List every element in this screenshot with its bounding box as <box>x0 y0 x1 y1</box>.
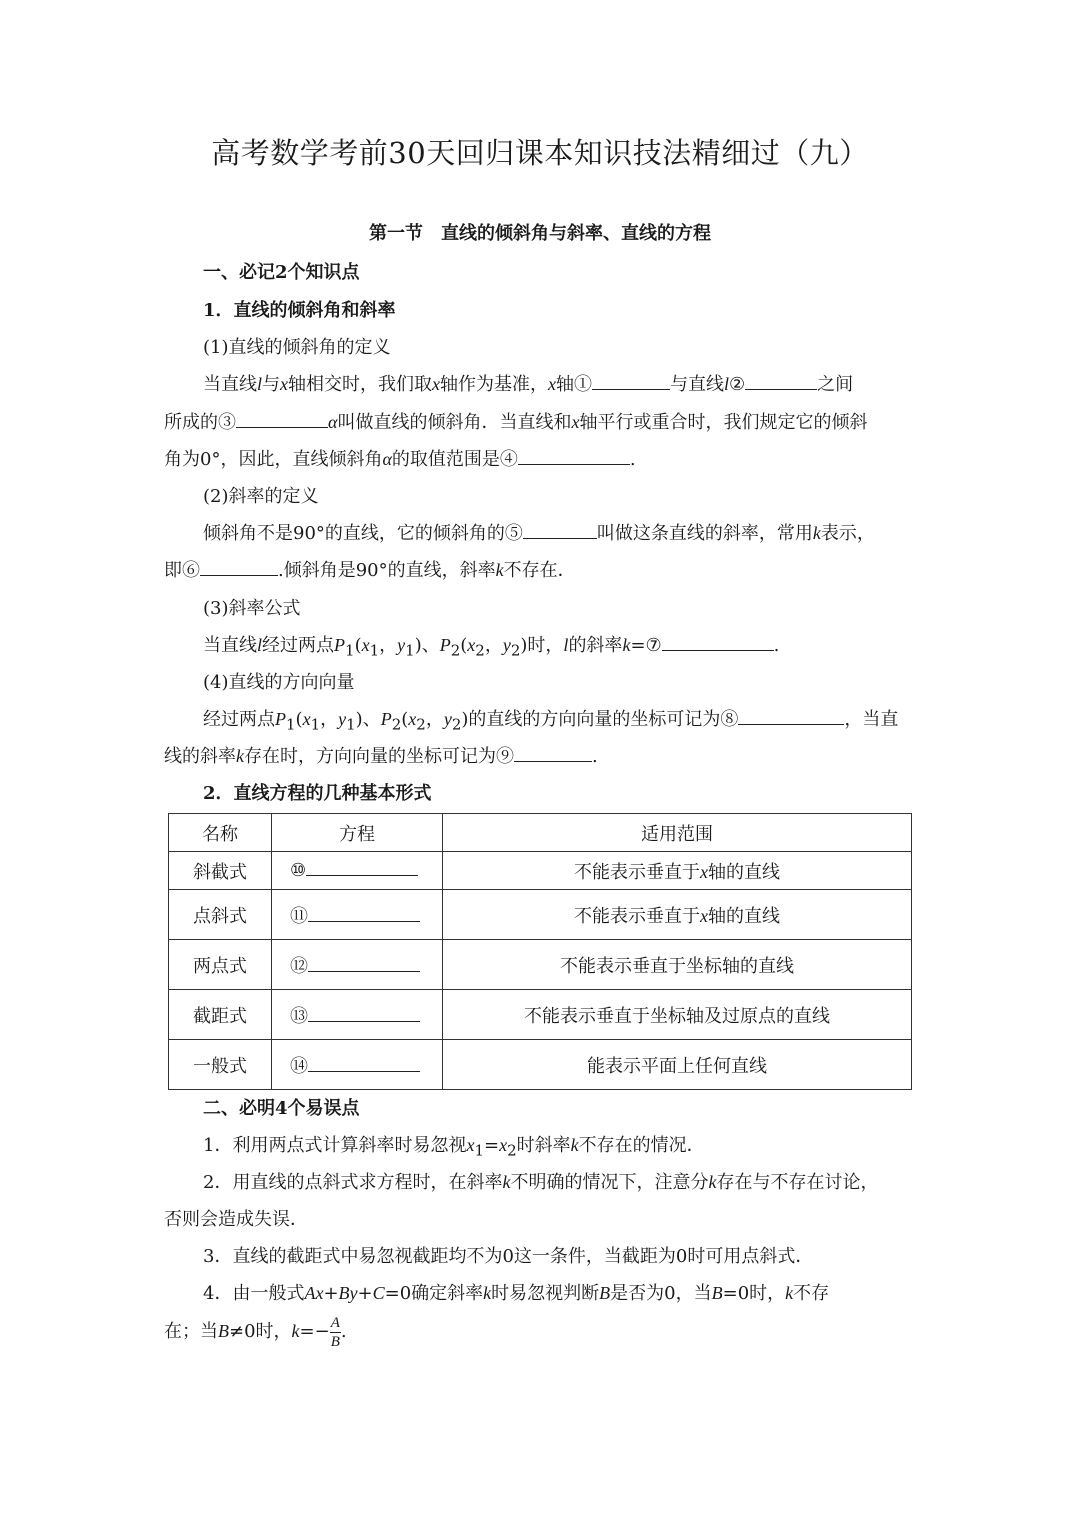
range-cell: 不能表示垂直于x轴的直线 <box>443 890 912 940</box>
range-cell: 不能表示垂直于坐标轴的直线 <box>443 940 912 990</box>
paragraph-1-line-3: 角为0°，因此，直线倾斜角α的取值范围是④ . <box>164 449 636 470</box>
table-header-row <box>169 814 912 852</box>
fraction-a-over-b: $\frac{A}{B}$ <box>330 1315 340 1350</box>
fill-blank-6 <box>200 560 278 576</box>
table-row <box>169 890 912 940</box>
paragraph-2-line-1: 倾斜角不是90°的直线，它的倾斜角的⑤ 叫做这条直线的斜率，常用k表示， <box>203 523 875 544</box>
document-title: 高考数学考前30天回归课本知识技法精细过（九） <box>211 136 869 170</box>
header-name: 名称 <box>169 814 272 852</box>
table-row <box>169 990 912 1040</box>
row-name: 两点式 <box>169 940 272 990</box>
fill-blank-1 <box>592 374 670 390</box>
fill-blank-14 <box>308 1056 420 1072</box>
fill-blank-9 <box>514 746 592 762</box>
pitfall-2-line-1: 2．用直线的点斜式求方程时，在斜率k不明确的情况下，注意分k存在与不存在讨论， <box>203 1172 879 1193</box>
row-name: 一般式 <box>169 1040 272 1090</box>
subsection-2-heading: 2．直线方程的几种基本形式 <box>203 783 432 804</box>
definition-2-heading: (2)斜率的定义 <box>203 486 319 507</box>
equation-cell: ⑬ <box>272 990 443 1040</box>
part1-heading: 一、必记2个知识点 <box>203 262 360 283</box>
header-range: 适用范围 <box>443 814 912 852</box>
fill-blank-2 <box>745 374 817 390</box>
pitfall-3: 3．直线的截距式中易忽视截距均不为0这一条件，当截距为0时可用点斜式． <box>203 1246 814 1267</box>
header-equation: 方程 <box>272 814 443 852</box>
pitfall-2-line-2: 否则会造成失误． <box>164 1209 308 1230</box>
fill-blank-10 <box>306 860 418 876</box>
range-cell: 不能表示垂直于x轴的直线 <box>443 852 912 890</box>
fill-blank-3 <box>236 412 328 428</box>
paragraph-4-line-1: 经过两点$P_1(x_1$，$y_1$)、$P_2(x_2$，$y_2$)的直线的方向向量的坐标可记为⑧ ，当直 <box>203 709 899 734</box>
definition-3-heading: (3)斜率公式 <box>203 598 301 619</box>
section-heading: 第一节 直线的倾斜角与斜率、直线的方程 <box>369 223 711 244</box>
line-equation-forms-table <box>168 813 912 1090</box>
range-cell: 不能表示垂直于坐标轴及过原点的直线 <box>443 990 912 1040</box>
fill-blank-8 <box>738 709 844 725</box>
pitfall-1: 1．利用两点式计算斜率时易忽视$x_1=x_2$时斜率k不存在的情况． <box>203 1135 705 1160</box>
paragraph-1-line-2: 所成的③ α叫做直线的倾斜角．当直线和x轴平行或重合时，我们规定它的倾斜 <box>164 412 868 433</box>
paragraph-1-line-1: 当直线l与x轴相交时，我们取x轴作为基准，x轴① 与直线l② 之间 <box>203 374 854 395</box>
part2-heading: 二、必明4个易误点 <box>203 1098 360 1119</box>
table-row <box>169 1040 912 1090</box>
equation-cell: ⑭ <box>272 1040 443 1090</box>
table-row <box>169 940 912 990</box>
equation-cell: ⑫ <box>272 940 443 990</box>
row-name: 点斜式 <box>169 890 272 940</box>
row-name: 斜截式 <box>169 852 272 890</box>
paragraph-4-line-2: 线的斜率k存在时，方向向量的坐标可记为⑨ . <box>164 746 598 767</box>
equation-cell: ⑪ <box>272 890 443 940</box>
fill-blank-12 <box>308 956 420 972</box>
fill-blank-11 <box>308 906 420 922</box>
table-row <box>169 852 912 890</box>
row-name: 截距式 <box>169 990 272 1040</box>
pitfall-4-line-2: 在；当B≠0时，k=− $\frac{A}{B}$ . <box>164 1315 347 1350</box>
fill-blank-5 <box>523 523 597 539</box>
range-cell: 能表示平面上任何直线 <box>443 1040 912 1090</box>
paragraph-2-line-2: 即⑥ .倾斜角是90°的直线，斜率k不存在． <box>164 560 576 581</box>
definition-1-heading: (1)直线的倾斜角的定义 <box>203 337 391 358</box>
slope-formula-line: 当直线l经过两点$P_1(x_1$，$y_1$)、$P_2(x_2$，$y_2$)时，l的斜率k=⑦ . <box>203 635 780 660</box>
subsection-1-heading: 1．直线的倾斜角和斜率 <box>203 300 396 321</box>
fill-blank-7 <box>662 635 774 651</box>
fill-blank-13 <box>308 1006 420 1022</box>
pitfall-4-line-1: 4．由一般式Ax+By+C=0确定斜率k时易忽视判断B是否为0，当B=0时，k不存 <box>203 1283 830 1304</box>
fill-blank-4 <box>518 449 630 465</box>
definition-4-heading: (4)直线的方向向量 <box>203 672 355 693</box>
equation-cell: ⑩ <box>272 852 443 890</box>
